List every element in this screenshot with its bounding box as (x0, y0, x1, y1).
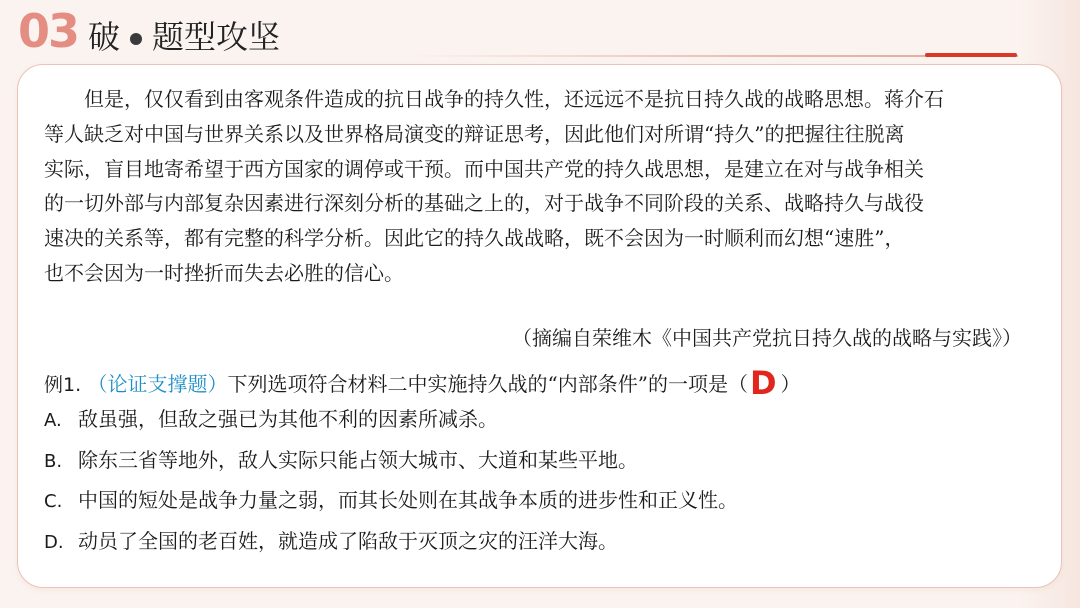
section-title-right: 题型攻坚 (152, 18, 281, 56)
answer-options (44, 403, 738, 566)
reading-passage (44, 82, 1034, 291)
passage-line: 速决的关系等，都有完整的科学分析。因此它的持久战战略，既不会因为一时顺利而幻想“速胜”， (44, 226, 905, 251)
option-text: 敌虽强，但敌之强已为其他不利的因素所减杀。 (78, 407, 498, 431)
option-letter: C. (44, 491, 63, 513)
passage-line: 实际，盲目地寄希望于西方国家的调停或干预。而中国共产党的持久战思想，是建立在对与战争相关 (44, 156, 924, 181)
passage-line: 也不会因为一时挫折而失去必胜的信心。 (44, 260, 404, 285)
passage-citation: （摘编自荣维木《中国共产党抗日持久战的战略与实践》） (512, 326, 1022, 350)
section-title-left: 破 (88, 18, 121, 56)
option-letter: B. (44, 450, 63, 472)
handwritten-answer: D (749, 364, 777, 402)
option-d (44, 525, 738, 566)
question-text-end: ） (780, 372, 801, 396)
option-text: 中国的短处是战争力量之弱，而其长处则在其战争本质的进步性和正义性。 (78, 488, 738, 513)
bullet-dot-icon (130, 33, 142, 45)
option-b (44, 444, 738, 485)
passage-line: 的一切外部与内部复杂因素进行深刻分析的基础之上的，对于战争不同阶段的关系、战略持久与战役 (44, 191, 924, 216)
passage-line: 但是，仅仅看到由客观条件造成的抗日战争的持久性，还远远不是抗日持久战的战略思想。蒋介石 (44, 87, 944, 111)
option-c (44, 484, 738, 525)
question-stem (44, 364, 801, 402)
header-accent-bar (925, 53, 1017, 57)
section-title (88, 12, 280, 58)
question-type-tag: （论证支撑题） (87, 372, 228, 396)
section-number: 03 (18, 4, 79, 52)
question-text: 下列选项符合材料二中实施持久战的“内部条件”的一项是（ (227, 372, 748, 396)
option-a (44, 403, 738, 444)
section-header (0, 0, 1080, 60)
option-text: 除东三省等地外，敌人实际只能占领大城市、大道和某些平地。 (78, 447, 638, 472)
option-text: 动员了全国的老百姓，就造成了陷敌于灭顶之灾的汪洋大海。 (78, 529, 618, 554)
passage-line: 等人缺乏对中国与世界关系以及世界格局演变的辩证思考，因此他们对所谓“持久”的把握往往脱离 (44, 121, 905, 146)
option-letter: D. (44, 532, 64, 554)
question-number: 例1. (44, 374, 82, 396)
option-letter: A. (44, 410, 62, 431)
